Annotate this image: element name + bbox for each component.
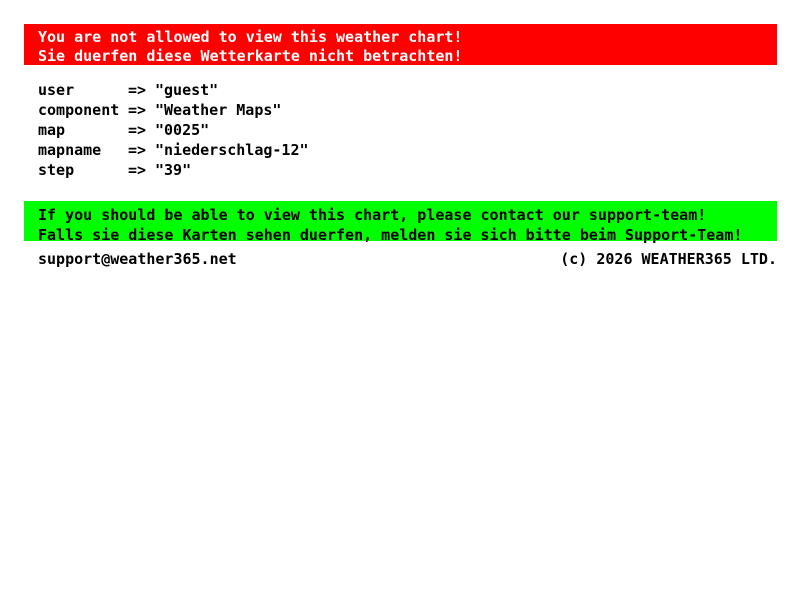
error-line-english: You are not allowed to view this weather chart! — [38, 28, 463, 46]
detail-row-component — [38, 100, 309, 120]
info-line-english: If you should be able to view this chart, please contact our support-team! — [38, 206, 707, 224]
arrow-glyph: => — [128, 141, 147, 159]
detail-key: step — [38, 161, 75, 179]
detail-row-mapname — [38, 140, 309, 160]
detail-row-map — [38, 120, 309, 140]
arrow-glyph: => — [128, 161, 147, 179]
detail-value: "guest" — [155, 81, 219, 99]
footer — [38, 249, 777, 269]
arrow-glyph: => — [128, 81, 147, 99]
info-banner — [24, 201, 777, 244]
detail-value: "Weather Maps" — [155, 101, 282, 119]
detail-key: user — [38, 81, 75, 99]
detail-value: "39" — [155, 161, 192, 179]
detail-key: component — [38, 101, 120, 119]
detail-key: mapname — [38, 141, 102, 159]
error-line-german: Sie duerfen diese Wetterkarte nicht betrachten! — [38, 47, 463, 65]
copyright-notice: (c) 2026 WEATHER365 LTD. — [560, 250, 777, 268]
detail-value: "niederschlag-12" — [155, 141, 309, 159]
detail-row-step — [38, 160, 309, 180]
error-banner — [24, 24, 777, 65]
arrow-glyph: => — [128, 121, 147, 139]
detail-key: map — [38, 121, 66, 139]
request-details — [38, 80, 309, 180]
detail-row-user — [38, 80, 309, 100]
info-line-german: Falls sie diese Karten sehen duerfen, melden sie sich bitte beim Support-Team! — [38, 226, 743, 244]
arrow-glyph: => — [128, 101, 147, 119]
detail-value: "0025" — [155, 121, 210, 139]
support-email: support@weather365.net — [38, 250, 237, 268]
